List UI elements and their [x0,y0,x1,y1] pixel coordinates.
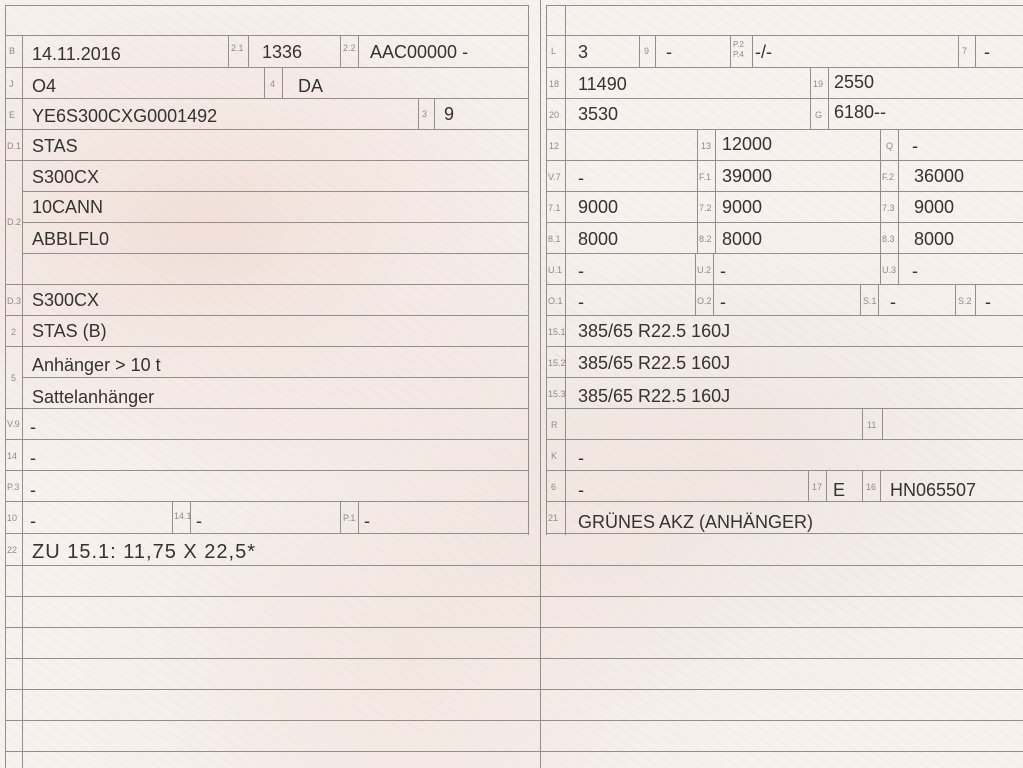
code-12: 12 [549,141,560,151]
field-O1-value: - [578,292,584,312]
code-K: K [551,451,558,461]
code-E: E [9,110,16,120]
code-J: J [9,79,14,89]
code-P1: P.1 [343,513,356,523]
field-9-value: - [666,42,672,62]
field-6-value: - [578,480,584,500]
field-J-value: O4 [32,76,57,96]
field-3-value: 9 [444,104,455,124]
code-V7: V.7 [548,172,561,182]
field-17-value: E [833,480,846,500]
code-3: 3 [422,109,428,119]
code-15-1: 15.1 [548,327,566,337]
code-8-2: 8.2 [699,234,712,244]
code-P2: P.2 [733,40,744,49]
code-F2: F.2 [882,172,895,182]
code-22: 22 [7,545,18,555]
code-14-1: 14.1 [174,511,192,521]
field-7-2-value: 9000 [722,197,763,217]
field-S2-value: - [985,292,991,312]
field-5-line-2: Sattelanhänger [32,387,155,407]
code-2-1: 2.1 [231,43,244,53]
field-7-1-value: 9000 [578,197,619,217]
field-18-value: 11490 [578,74,627,94]
field-2-value: STAS (B) [32,321,107,341]
field-19-value: 2550 [834,72,875,92]
code-R: R [551,420,558,430]
code-D3: D.3 [7,296,22,306]
field-2-1-value: 1336 [262,42,303,62]
field-E-value: YE6S300CXG0001492 [32,106,218,126]
code-G: G [815,110,823,120]
code-7-2: 7.2 [699,203,712,213]
field-15-1-value: 385/65 R22.5 160J [578,321,731,341]
code-4: 4 [270,79,276,89]
code-19: 19 [813,79,824,89]
code-B: B [9,46,16,56]
code-7: 7 [962,46,968,56]
code-7-3: 7.3 [882,203,895,213]
field-10-value: - [30,511,36,531]
field-O2-value: - [720,292,726,312]
code-D1: D.1 [7,141,22,151]
code-21: 21 [548,513,559,523]
field-15-2-value: 385/65 R22.5 160J [578,353,731,373]
code-8-1: 8.1 [548,234,561,244]
field-16-value: HN065507 [890,480,977,500]
field-13-value: 12000 [722,134,773,154]
code-14: 14 [7,451,18,461]
code-O1: O.1 [548,296,563,306]
code-P3: P.3 [7,482,20,492]
field-20-value: 3530 [578,104,619,124]
field-D2-line-2: 10CANN [32,197,104,217]
field-U2-value: - [720,261,726,281]
field-D2-line-1: S300CX [32,167,100,187]
code-2: 2 [11,327,17,337]
code-S1: S.1 [863,296,877,306]
field-7-3-value: 9000 [914,197,955,217]
field-2-2-value: AAC00000 - [370,42,469,62]
field-P3-value: - [30,480,36,500]
code-6: 6 [551,482,557,492]
code-S2: S.2 [958,296,972,306]
code-8-3: 8.3 [882,234,895,244]
code-11: 11 [867,420,877,430]
field-F2-value: 36000 [914,166,965,186]
field-V7-value: - [578,168,584,188]
code-18: 18 [549,79,560,89]
field-P1-value: - [364,511,370,531]
field-V9-value: - [30,417,36,437]
field-8-1-value: 8000 [578,229,619,249]
field-B-value: 14.11.2016 [32,44,121,64]
field-14-1-value: - [196,511,202,531]
code-9: 9 [644,46,650,56]
code-P4: P.4 [733,50,744,59]
field-S1-value: - [890,292,896,312]
field-L-value: 3 [578,42,589,62]
field-D1-value: STAS [32,136,78,156]
code-V9: V.9 [7,419,20,429]
code-16: 16 [866,482,877,492]
code-7-1: 7.1 [548,203,561,213]
code-10: 10 [7,513,18,523]
code-20: 20 [549,110,560,120]
field-F1-value: 39000 [722,166,773,186]
field-21-value: GRÜNES AKZ (ANHÄNGER) [578,512,814,532]
code-5: 5 [11,373,17,383]
field-5-line-1: Anhänger > 10 t [32,355,161,375]
code-D2: D.2 [7,217,22,227]
code-17: 17 [812,482,823,492]
field-U3-value: - [912,261,918,281]
field-7-value: - [984,42,990,62]
field-8-2-value: 8000 [722,229,763,249]
code-L: L [551,46,557,56]
code-U1: U.1 [548,265,563,275]
field-14-value: - [30,448,36,468]
code-Q: Q [886,141,894,151]
code-13: 13 [701,141,712,151]
field-P2-P4-value: -/- [755,42,772,62]
code-U3: U.3 [882,265,897,275]
code-F1: F.1 [699,172,712,182]
field-D3-value: S300CX [32,290,100,310]
code-U2: U.2 [697,265,712,275]
code-O2: O.2 [697,296,712,306]
field-Q-value: - [912,136,918,156]
remarks-text: ZU 15.1: 11,75 X 22,5* [32,541,256,563]
code-15-2: 15.2 [548,358,566,368]
field-G-value: 6180-- [834,102,887,122]
field-U1-value: - [578,261,584,281]
field-D2-line-3: ABBLFL0 [32,229,110,249]
field-K-value: - [578,448,584,468]
code-2-2: 2.2 [343,43,356,53]
field-4-value: DA [298,76,324,96]
field-15-3-value: 385/65 R22.5 160J [578,386,731,406]
code-15-3: 15.3 [548,389,566,399]
field-8-3-value: 8000 [914,229,955,249]
